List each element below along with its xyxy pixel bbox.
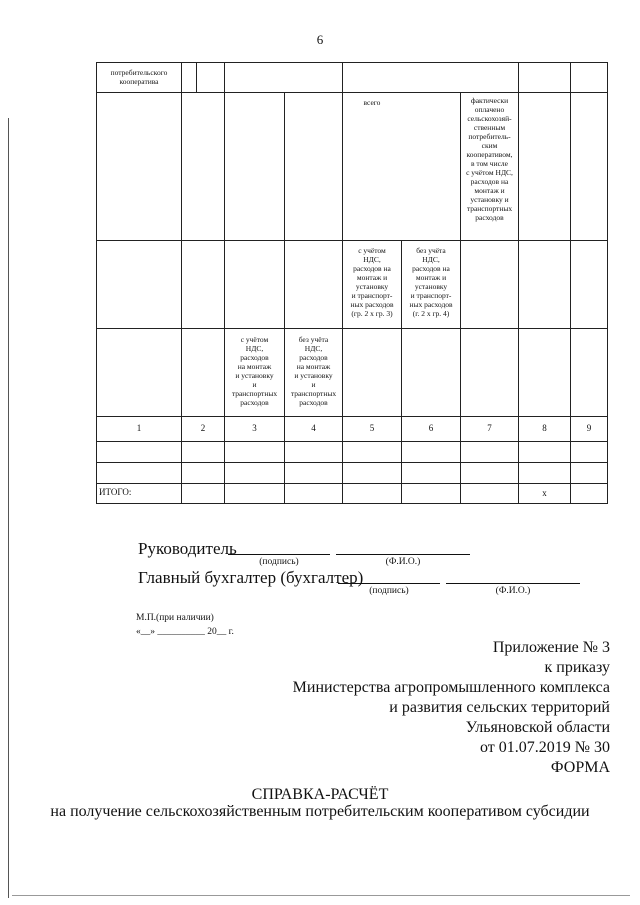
appendix-line-3: Министерства агропромышленного комплекса bbox=[292, 679, 610, 696]
column-number-9: 9 bbox=[586, 423, 592, 433]
total-label: ИТОГО: bbox=[99, 487, 132, 497]
column-number-2: 2 bbox=[200, 423, 206, 433]
appendix-line-4: и развития сельских территорий bbox=[389, 699, 610, 716]
column-number-4: 4 bbox=[311, 423, 316, 433]
header-paid-cell: фактически оплачено сельскохозяй- ственным потребитель- ским кооперативом, в том числе с учётом НДС, расходов на монтаж и установку и транспортных расходов bbox=[466, 96, 513, 222]
appendix-block bbox=[293, 638, 610, 758]
header-col4-cell: без учёта НДС, расходов на монтаж и установку и транспортных расходов bbox=[290, 335, 337, 407]
header-col3-cell: с учётом НДС, расходов на монтаж и установку и транспортных расходов bbox=[231, 335, 278, 407]
chief-accountant-label: Главный бухгалтер (бухгалтер) bbox=[138, 568, 364, 587]
accountant-name-caption: (Ф.И.О.) bbox=[495, 586, 531, 596]
head-label: Руководитель bbox=[138, 539, 237, 558]
column-number-5: 5 bbox=[369, 423, 375, 433]
header-col5-cell: с учётом НДС, расходов на монтаж и установку и транспорт- ных расходов (гр. 2 х гр. 3) bbox=[350, 246, 394, 318]
column-number-6: 6 bbox=[428, 423, 434, 433]
column-number-1: 1 bbox=[136, 423, 142, 433]
appendix-line-5: Ульяновской области bbox=[465, 719, 610, 736]
form-label: ФОРМА bbox=[550, 759, 610, 776]
document-title: СПРАВКА-РАСЧЁТ bbox=[251, 786, 389, 803]
date-line: «__» __________ 20__ г. bbox=[136, 627, 234, 637]
total-col8-mark: х bbox=[542, 488, 547, 498]
column-number-7: 7 bbox=[487, 423, 492, 433]
appendix-line-2: к приказу bbox=[544, 659, 610, 676]
column-number-8: 8 bbox=[542, 423, 547, 433]
accountant-name-line bbox=[446, 583, 580, 584]
head-signature-caption: (подпись) bbox=[259, 557, 299, 567]
column-number-3: 3 bbox=[252, 423, 257, 433]
accountant-signature-line bbox=[338, 583, 440, 584]
head-name-line bbox=[336, 554, 470, 555]
appendix-line-6: от 01.07.2019 № 30 bbox=[479, 739, 610, 756]
header-cooperative-cell: потребительского кооператива bbox=[110, 68, 168, 86]
header-col6-cell: без учёта НДС, расходов на монтаж и установку и транспорт- ных расходов (г. 2 х гр. 4) bbox=[409, 246, 453, 318]
header-total-cell: всего bbox=[363, 98, 381, 107]
appendix-line-1: Приложение № 3 bbox=[492, 639, 610, 656]
page-number: 6 bbox=[316, 32, 324, 47]
head-signature-line bbox=[228, 554, 330, 555]
head-name-caption: (Ф.И.О.) bbox=[385, 557, 421, 567]
document-subtitle: на получение сельскохозяйственным потребительским кооперативом субсидии bbox=[50, 803, 590, 820]
accountant-signature-caption: (подпись) bbox=[369, 586, 409, 596]
stamp-note: М.П.(при наличии) bbox=[136, 613, 214, 623]
